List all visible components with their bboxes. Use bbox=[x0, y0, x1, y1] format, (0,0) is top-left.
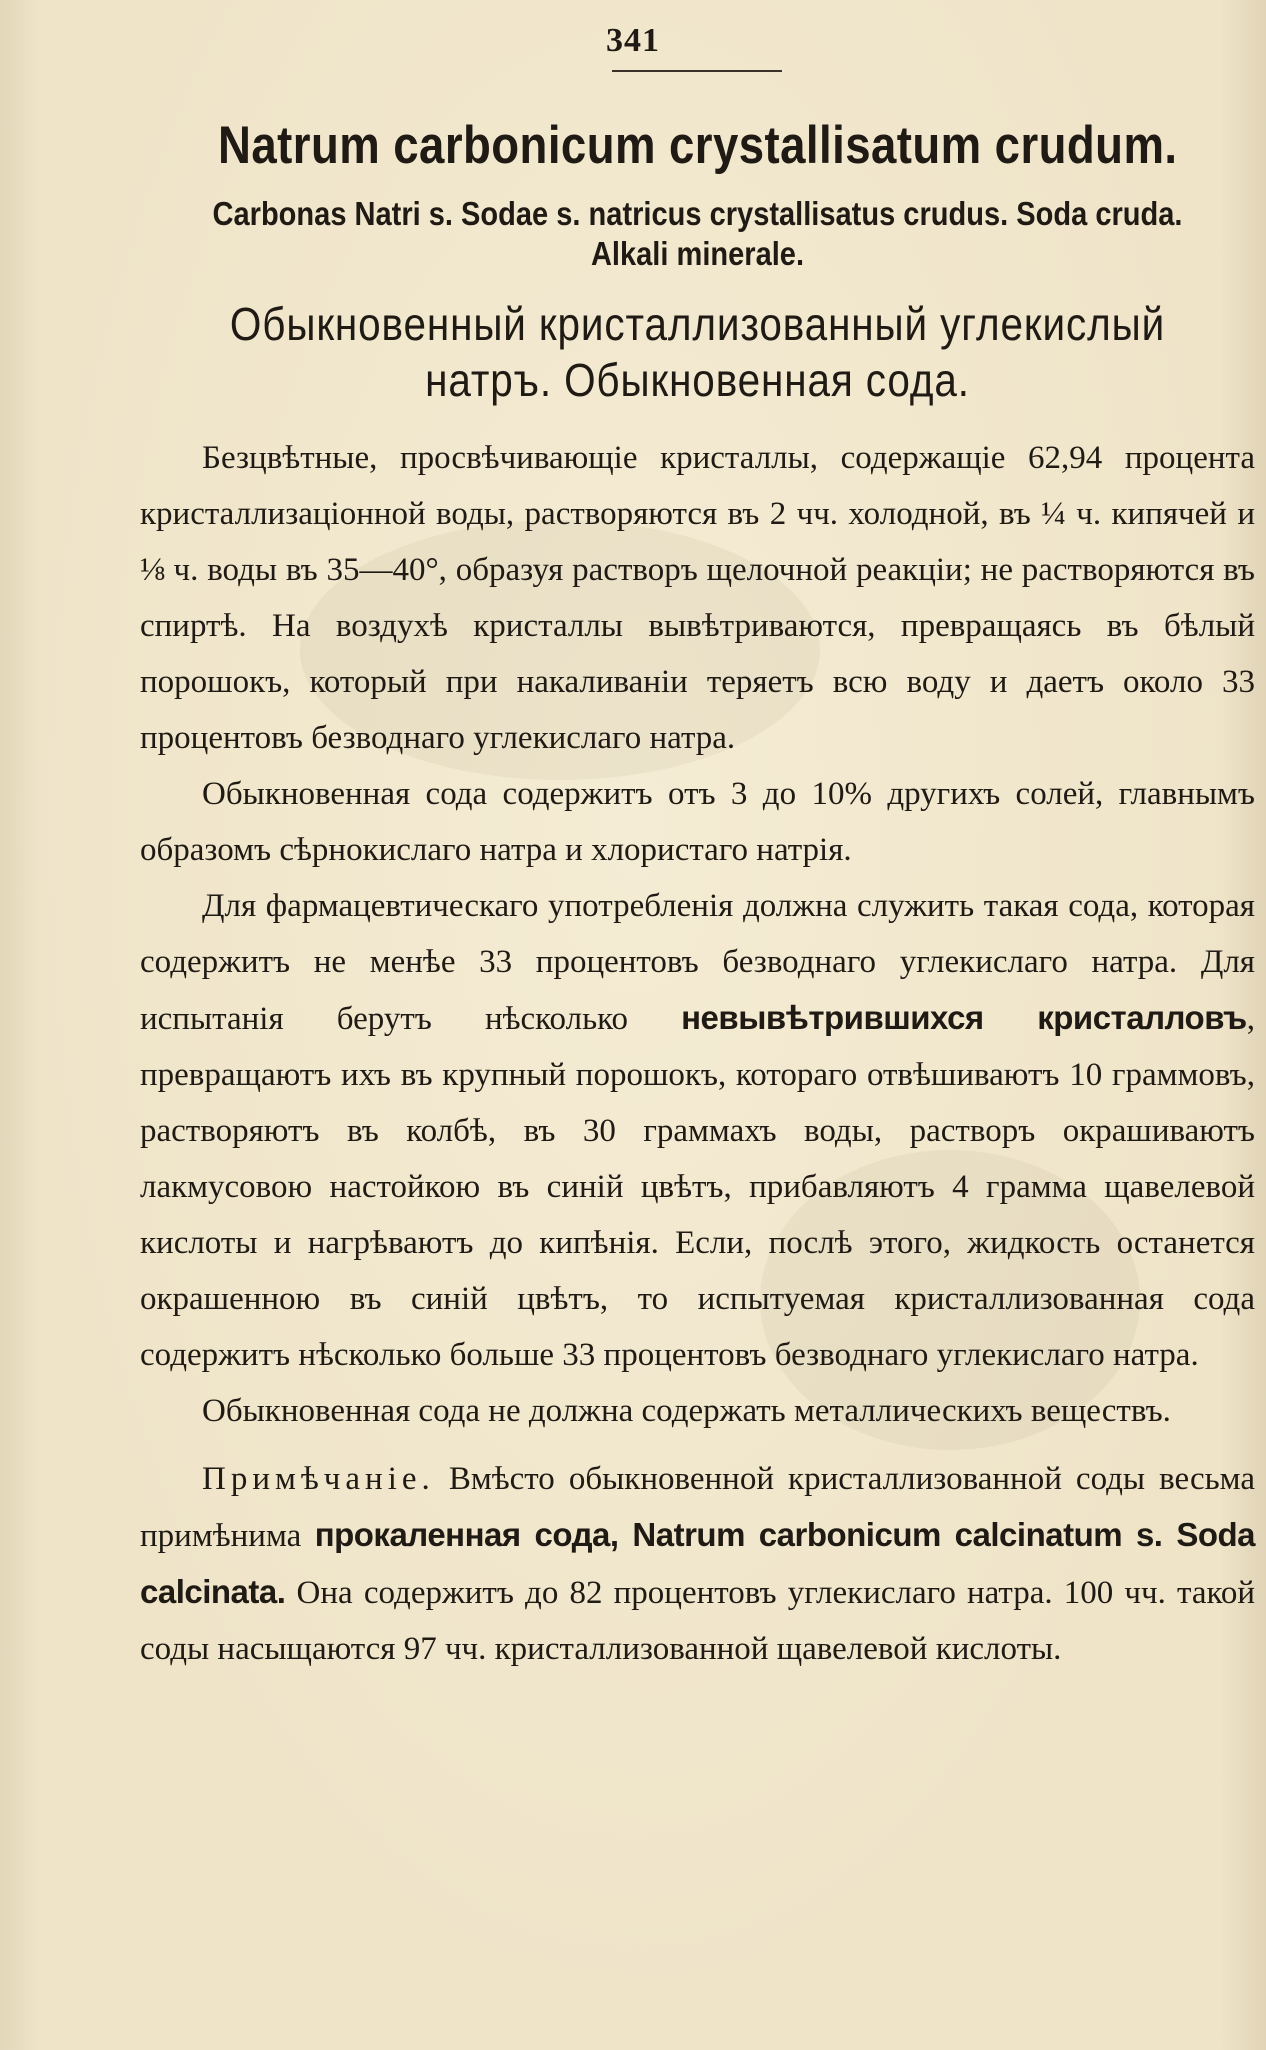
note-text-end: Она содержитъ до 82 процентовъ углекислаго натра. 100 чч. такой соды насыщаются 97 чч. кристаллизованной щавелевой кислоты. bbox=[140, 1575, 1255, 1667]
testing-emphasis: невывѣтрившихся кристалловъ bbox=[681, 999, 1247, 1036]
latin-synonyms: Carbonas Natri s. Sodae s. natricus crystallisatus crudus. Soda cruda. Alkali minerale. bbox=[212, 195, 1183, 272]
note-label: Примѣчаніе. bbox=[202, 1461, 435, 1497]
testing-text-start: Для фармацевтическаго употребленія должна служить такая сода, которая содержитъ не менѣе 33 процентовъ безводнаго углекислаго натра. Для испытанія берутъ нѣсколько bbox=[140, 888, 1255, 1037]
testing-paragraph bbox=[140, 878, 1255, 1383]
latin-title: Natrum carbonicum crystallisatum crudum. bbox=[218, 116, 1178, 175]
note-text-start: Вмѣсто обыкновенной кристаллизованной соды весьма примѣнима bbox=[140, 1461, 1255, 1554]
page-number: 341 bbox=[606, 22, 660, 59]
impurities-paragraph: Обыкновенная сода содержитъ отъ 3 до 10% другихъ солей, главнымъ образомъ сѣрнокислаго натра и хлористаго натрія. bbox=[140, 776, 1255, 868]
metals-paragraph: Обыкновенная сода не должна содержать металлическихъ веществъ. bbox=[202, 1393, 1171, 1429]
description-paragraph: Безцвѣтные, просвѣчивающіе кристаллы, содержащіе 62,94 процента кристаллизаціонной воды, растворяются въ 2 чч. холодной, въ ¼ ч. кипячей и ⅛ ч. воды въ 35—40°, образуя растворъ щелочной реакціи; не растворяются въ спиртѣ. На воздухѣ кристаллы вывѣтриваются, превращаясь въ бѣлый порошокъ, который при накаливаніи теряетъ всю воду и даетъ около 33 процентовъ безводнаго углекислаго натра. bbox=[140, 440, 1255, 756]
note-emphasis: прокаленная сода, Natrum carbonicum calcinatum s. Soda calcinata. bbox=[140, 1516, 1255, 1610]
page-content bbox=[140, 112, 1255, 1677]
note-paragraph bbox=[140, 1451, 1255, 1677]
page-number-rule bbox=[612, 70, 782, 72]
testing-text-end: , превращаютъ ихъ въ крупный порошокъ, котораго отвѣшиваютъ 10 граммовъ, растворяютъ въ колбѣ, въ 30 граммахъ воды, растворъ окрашиваютъ лакмусовою настойкою въ синій цвѣтъ, прибавляютъ 4 грамма щавелевой кислоты и нагрѣваютъ до кипѣнія. Если, послѣ этого, жидкость останется окрашенною въ синій цвѣтъ, то испытуемая кристаллизованная сода содержитъ нѣсколько больше 33 процентовъ безводнаго углекислаго натра. bbox=[140, 1001, 1255, 1373]
russian-title: Обыкновенный кристаллизованный углекислый натръ. Обыкновенная сода. bbox=[229, 298, 1166, 406]
